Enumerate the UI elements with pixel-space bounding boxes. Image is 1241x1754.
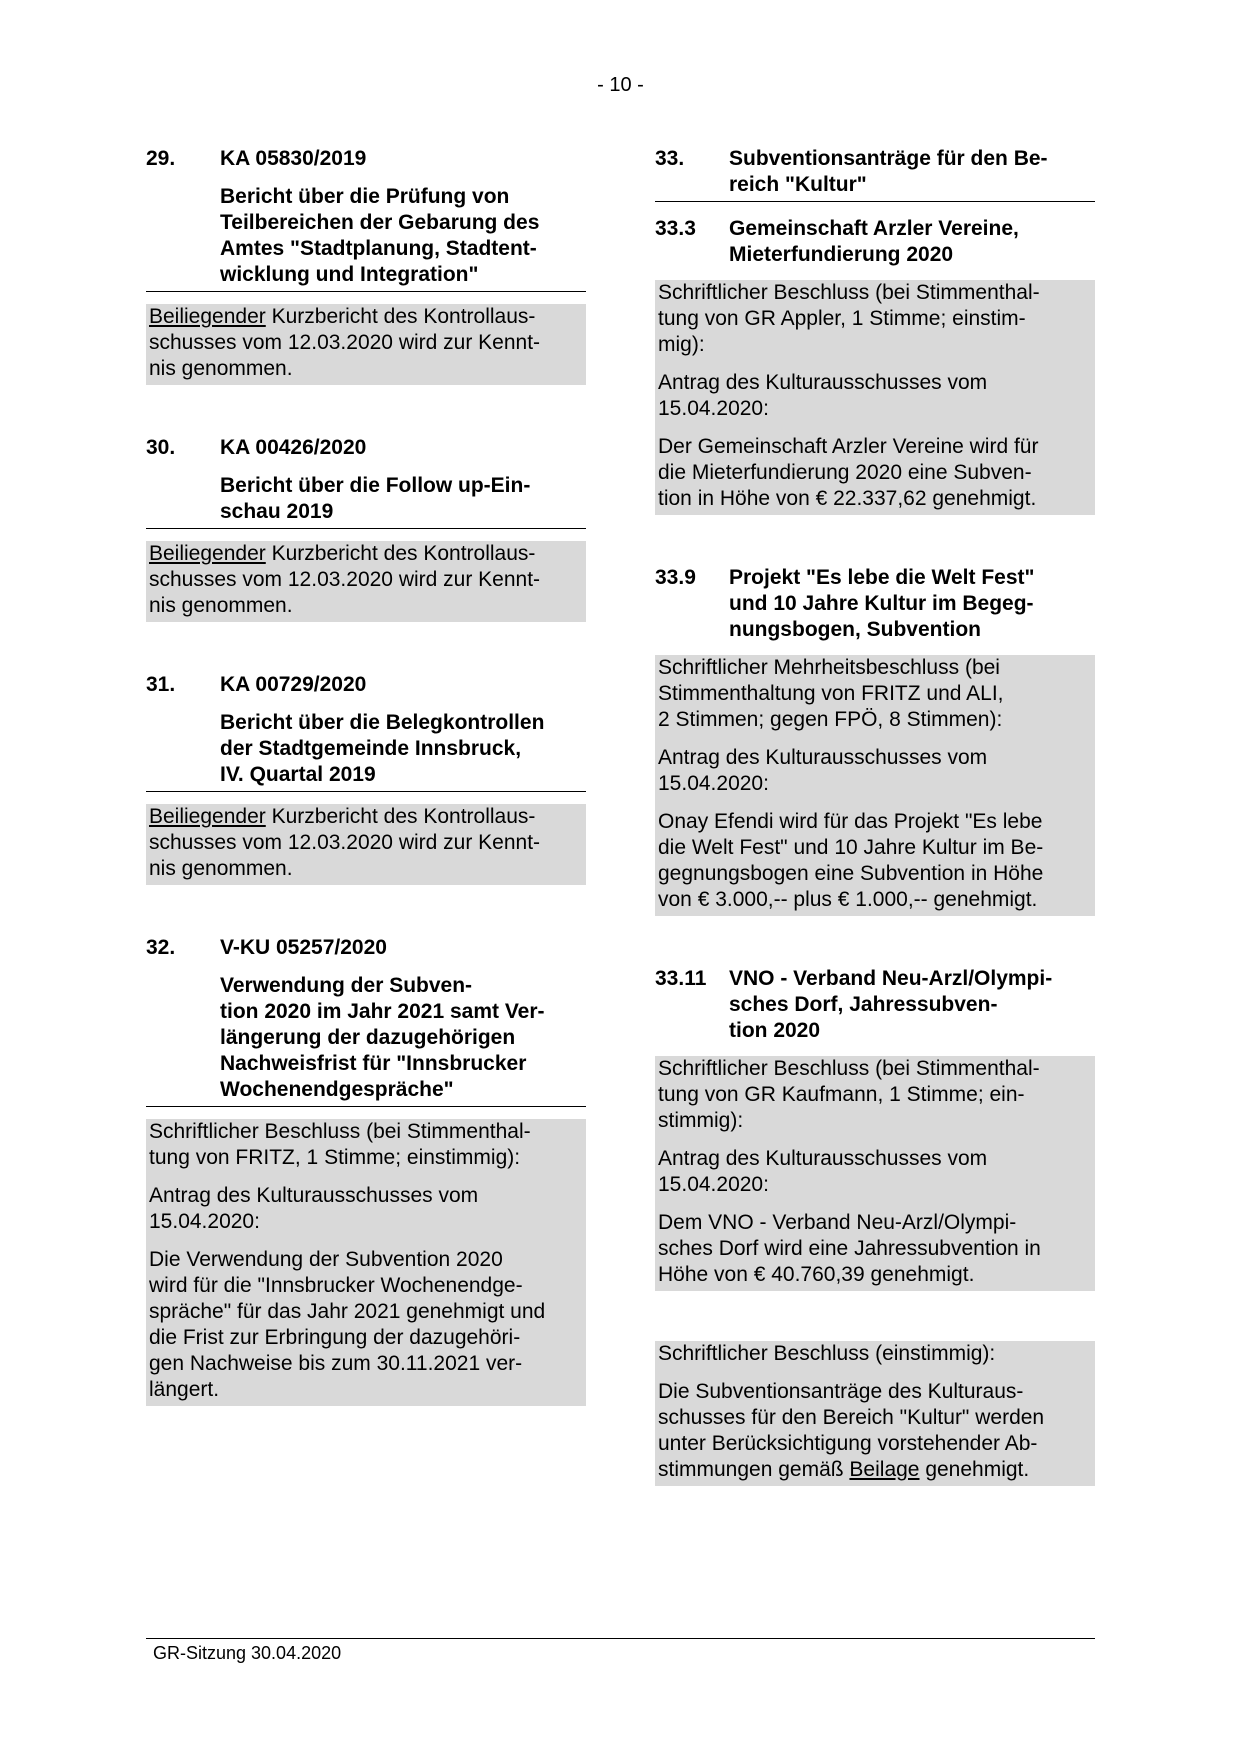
item-number: 31. (146, 673, 176, 696)
resolution-text: Onay Efendi wird für das Projekt "Es lebe die Welt Fest" und 10 Jahre Kultur im Be- gegnungsbogen eine Subvention in Höhe von € 3.000,-- plus € 1.000,-- genehmigt. (658, 810, 1044, 911)
footer-text: GR-Sitzung 30.04.2020 (153, 1643, 342, 1663)
attachment-link[interactable]: Beilage (849, 1458, 920, 1481)
item-title: KA 00729/2020 (220, 673, 367, 696)
sub-item-header (655, 565, 1095, 643)
resolution-box (655, 655, 1095, 916)
footer-divider (146, 1638, 1095, 1639)
right-column (655, 146, 1095, 1486)
motion-reference: Antrag des Kulturausschusses vom 15.04.2020: (658, 1147, 988, 1196)
resolution-text: Beiliegender Kurzbericht des Kontrollaus- schusses vom 12.03.2020 wird zur Kennt- nis genommen. (149, 305, 541, 380)
resolution-type: Schriftlicher Beschluss (bei Stimmenthal- tung von GR Appler, 1 Stimme; einstim- mig): (658, 281, 1040, 356)
resolution-type: Schriftlicher Beschluss (einstimmig): (658, 1342, 996, 1365)
resolution-text: Beiliegender Kurzbericht des Kontrollaus- schusses vom 12.03.2020 wird zur Kennt- nis genommen. (149, 542, 541, 617)
agenda-item-31 (146, 672, 586, 885)
resolution-type: Schriftlicher Beschluss (bei Stimmenthal- tung von GR Kaufmann, 1 Stimme; ein- stimmig): (658, 1057, 1040, 1132)
item-header (146, 435, 586, 529)
sub-item-number: 33.9 (655, 566, 696, 589)
resolution-type: Schriftlicher Beschluss (bei Stimmenthal- tung von FRITZ, 1 Stimme; einstimmig): (149, 1120, 531, 1169)
resolution-box (146, 541, 586, 622)
resolution-text: Die Verwendung der Subvention 2020 wird für die "Innsbrucker Wochenendge- spräche" für das Jahr 2021 genehmigt und die Frist zur Erbringung der dazugehöri- gen Nachweise bis zum 30.11.2021 ver- längert. (149, 1248, 546, 1401)
item-title: Subventionsanträge für den Be- reich "Kultur" (729, 147, 1048, 196)
motion-reference: Antrag des Kulturausschusses vom 15.04.2020: (149, 1184, 479, 1233)
resolution-box (655, 280, 1095, 515)
sub-item-title: Projekt "Es lebe die Welt Fest" und 10 Jahre Kultur im Begeg- nungsbogen, Subvention (729, 566, 1035, 641)
item-title: KA 05830/2019 (220, 147, 367, 170)
item-subtitle: Bericht über die Follow up-Ein- schau 2019 (220, 474, 531, 523)
item-number: 30. (146, 436, 176, 459)
resolution-text: Dem VNO - Verband Neu-Arzl/Olympi- sches Dorf wird eine Jahressubvention in Höhe von € 40.760,39 genehmigt. (658, 1211, 1041, 1286)
resolution-box (146, 804, 586, 885)
item-header (146, 672, 586, 792)
resolution-type: Schriftlicher Mehrheitsbeschluss (bei Stimmenthaltung von FRITZ und ALI, 2 Stimmen; gegen FPÖ, 8 Stimmen): (658, 656, 1004, 731)
motion-reference: Antrag des Kulturausschusses vom 15.04.2020: (658, 746, 988, 795)
page-number: - 10 - (597, 74, 644, 96)
item-title: KA 00426/2020 (220, 436, 367, 459)
attachment-link[interactable]: Beiliegender (149, 542, 266, 565)
item-number: 32. (146, 936, 176, 959)
item-subtitle: Bericht über die Prüfung von Teilbereichen der Gebarung des Amtes "Stadtplanung, Stadtent- wicklung und Integration" (220, 185, 540, 286)
sub-item-number: 33.11 (655, 967, 707, 990)
resolution-text: Die Subventionsanträge des Kulturaus- schusses für den Bereich "Kultur" werden unter Berücksichtigung vorstehender Ab- stimmungen gemäß Beilage genehmigt. (658, 1380, 1045, 1481)
resolution-box (146, 1119, 586, 1406)
item-subtitle: Bericht über die Belegkontrollen der Stadtgemeinde Innsbruck, IV. Quartal 2019 (220, 711, 545, 786)
sub-item-header (655, 966, 1095, 1044)
resolution-box (146, 304, 586, 385)
item-title: V-KU 05257/2020 (220, 936, 387, 959)
resolution-text: Der Gemeinschaft Arzler Vereine wird für die Mieterfundierung 2020 eine Subven- tion in Höhe von € 22.337,62 genehmigt. (658, 435, 1039, 510)
sub-item-33-9 (655, 565, 1095, 916)
sub-item-header (655, 216, 1095, 268)
item-header (146, 935, 586, 1107)
resolution-box (655, 1056, 1095, 1291)
resolution-text: Beiliegender Kurzbericht des Kontrollaus- schusses vom 12.03.2020 wird zur Kennt- nis genommen. (149, 805, 541, 880)
attachment-link[interactable]: Beiliegender (149, 805, 266, 828)
item-header (146, 146, 586, 292)
item-number: 33. (655, 147, 685, 170)
left-column (146, 146, 586, 1456)
motion-reference: Antrag des Kulturausschusses vom 15.04.2020: (658, 371, 988, 420)
sub-item-number: 33.3 (655, 217, 696, 240)
item-number: 29. (146, 147, 176, 170)
agenda-item-32 (146, 935, 586, 1406)
sub-item-title: Gemeinschaft Arzler Vereine, Mieterfundierung 2020 (729, 217, 1019, 266)
sub-item-title: VNO - Verband Neu-Arzl/Olympi- sches Dorf, Jahressubven- tion 2020 (729, 967, 1053, 1042)
item-header (655, 146, 1095, 202)
item-subtitle: Verwendung der Subven- tion 2020 im Jahr 2021 samt Ver- längerung der dazugehörigen Nachweisfrist für "Innsbrucker Wochenendgespräche" (220, 974, 545, 1101)
agenda-item-29 (146, 146, 586, 385)
sub-item-33-11 (655, 966, 1095, 1291)
agenda-item-30 (146, 435, 586, 622)
sub-item-33-3 (655, 216, 1095, 515)
final-resolution-box (655, 1341, 1095, 1486)
attachment-link[interactable]: Beiliegender (149, 305, 266, 328)
